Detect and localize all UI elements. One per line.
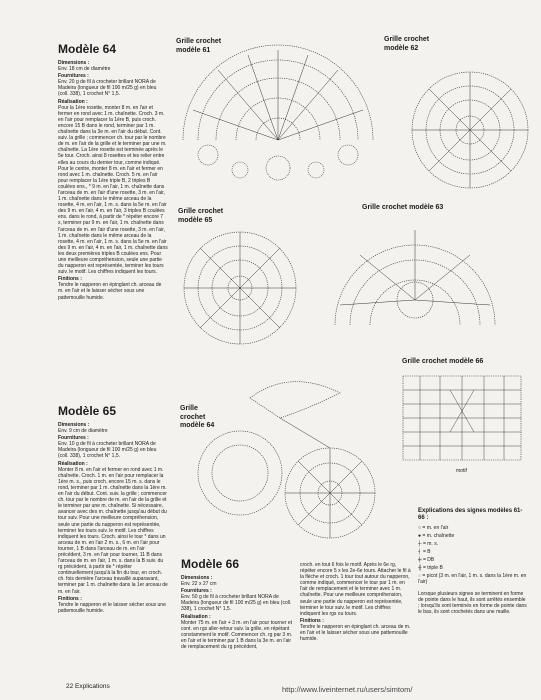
legend-text: = triple B <box>422 565 443 571</box>
legend-item: ● = m. chaînette <box>418 533 455 539</box>
legend-note: Lorsque plusieurs signes se terminent en forme de pointe dans le haut, ils sont arrêtés ensemble ; lorsqu'ils sont terminés en forme de pointe dans le bas, ils sont crochetés dans une maille. <box>418 591 527 615</box>
model-65-text <box>58 404 168 615</box>
model-66-title: Modèle 66 <box>181 557 240 571</box>
legend-item: ╫ = triple B <box>418 565 443 571</box>
model-65-supplies-value: Env. 10 g de fil à crocheter brillant NORA de Madeira (longueur de fil 100 m/25 g) en bleu (coll. 338), 1 crochet N° 1,5. <box>58 441 157 460</box>
model-66-method-continued: croch. en tout 6 fois le motif. Après le 6e rg, répéter encore 5 x les 2e-6e tours. Attacher le fil à la flèche et croch. 1 tour tout autour du napperon, comme indiqué, commencer le tour par 1 m. en l'air de remplacement et le terminer avec 1 m. chaînette. Pour une meilleure compréhension, seule une partie du napperon est représentée, terminer le tour suiv. le motif. Les chiffres indiquent les rgs ou tours. <box>300 562 411 617</box>
page-footer <box>66 683 110 690</box>
model-65-dim-label: Dimensions : <box>58 422 90 428</box>
model-65-title: Modèle 65 <box>58 404 117 418</box>
grid-66-title: Grille crochet modèle 66 <box>402 358 484 365</box>
model-64-supplies-value: Env. 20 g de fil à crocheter brillant NORA de Madeira (longueur de fil 100 m/25 g) en bleu (coll. 338), 1 crochet N° 1,5. <box>58 79 157 98</box>
model-66-dim-label: Dimensions : <box>181 575 213 581</box>
symbols-legend <box>418 508 528 615</box>
model-66-method-value: Monter 75 m. en l'air + 3 m. en l'air pour tourner et cont. en rgs aller-retour suiv. la grille, en répétant constamment le motif. Commencer ch. rg par 3 m. en l'air et le terminer par 1 B dans la 3e m. en l'air de remplacement du rg précédent, <box>181 619 293 651</box>
legend-title: Explications des signes modèles 61-66 : <box>418 508 523 521</box>
grid-66-motif-label: motif <box>456 468 467 474</box>
model-66-dim-value: Env. 22 x 27 cm <box>181 581 217 588</box>
model-66-supplies-label: Fournitures : <box>181 588 212 595</box>
grid-63-title: Grille crochet modèle 63 <box>362 204 444 211</box>
legend-text: = m. chaînette <box>422 533 455 539</box>
legend-text: = m. en l'air <box>422 525 449 531</box>
model-64-finish-value: Tendre le napperon en épinglant ch. arceau de m. en l'air et le laisser sécher sous une pattemouille humide. <box>58 282 162 301</box>
grid-61-title: Grille crochet modèle 61 <box>176 38 222 54</box>
legend-item: ○ = m. en l'air <box>418 525 449 531</box>
crochet-chart-63 <box>330 215 500 340</box>
model-65-supplies-label: Fournitures : <box>58 435 89 442</box>
model-66-finish-value: Tendre le napperon en épinglant ch. arceau de m. en l'air et le laisser sécher sous une pattemouille humide. <box>300 623 411 643</box>
model-65-method-value: Monter 8 m. en l'air et fermer en rond avec 1 m. chaînette. Croch. 1 m. en l'air pour remplacer la 1ère m. s., puis croch. encore 15 m. s. dans le rond, terminer par 1 m. chaînette dans la 1ère m. en l'air du début. Cont. suiv. la grille ; commencer ch. tour par le nombre de m. en l'air de la grille et le terminer par une m. chaînette. Si nécessaire, avancer avec des m. chaînette jusqu'au début du tour suiv. Pour une meilleure compréhension, seule une partie du napperon est représentée, terminer les tours suiv. le motif. Les chiffres indiquent les tours. Croch. ainsi le tour * dans un arceau de m. en l'air 2 m. s., 6 m. en l'air pour tourner, 1 B dans l'arceau de m. en l'air précédent, 3 m. en l'air pour tourner, 11 B dans l'arceau de m. en l'air, 1 m. s. dans la B suiv. du rg précédent, à partir de * répéter continuellement jusqu'à la fin du tour, en croch. ch. fois dernière l'arceau travaillé auparavant, terminer par 1 m. chaînette dans la 1er arceau de m. en l'air. <box>58 466 168 595</box>
model-64-method-label: Réalisation : <box>58 98 88 105</box>
crochet-chart-64 <box>190 368 390 548</box>
crochet-chart-65 <box>180 228 300 348</box>
page-number: 22 <box>66 683 74 690</box>
section-name: Explications <box>75 683 110 690</box>
legend-item: ┼ = m. s. <box>418 541 439 547</box>
legend-text: = DB <box>422 557 435 563</box>
model-64-method-value: Pour la 1ère rosette, monter 8 m. en l'air et fermer en rond avec 1 m. chaînette. Croch. 3 m. en l'air pour remplacer la 1ère B, puis croch. encore 15 B dans le rond, terminer par 1 m. chaînette dans la 3e m. en l'air du début. Cont. suiv. la grille ; commencer ch. tour par le nombre de m. en l'air de la grille et le terminer par une m. chaînette. La 1ère rosette est terminée après le 5e tour. Croch. ainsi 8 rosettes et les relier entre elles au cours du dernier tour, comme indiqué. Pour le centre, monter 8 m. en l'air et fermer en rond avec 1 m. chaînette. Croch. 5 m. en l'air pour remplacer la 1ère triple B, 2 triples B coulées ens., * 9 m. en l'air, 1 m. chaînette dans l'arceau de m. en l'air d'une rosette, 3 m. en l'air, 1 m. chaînette dans le même arceau de la rosette, 4 m. en l'air, 1 m. s. dans la 5e m. en l'air des 9 m. en l'air, 4 m. en l'air, 3 triples B coulées ens. dans le rond, à partir de * répéter encore 7 x, terminer par 9 m. en l'air, 1 m. chaînette dans l'arceau de m. en l'air d'une rosette, 3 m. en l'air, 1 m. chaînette dans le même arceau de la rosette, 4 m. en l'air, 1 m. s. dans la 5e m. en l'air des 9 m. en l'air, 4 m. en l'air, 1 m. chaînette dans les deux premières triples B coulées ens. Pour une meilleure compréhension, seule une partie du napperon est représentée, terminer les tours suiv. le motif. Les chiffres indiquent les tours. <box>58 104 168 276</box>
model-65-dim-value: Env. 9 cm de diamètre <box>58 428 108 435</box>
legend-text: = picot (3 m. en l'air, 1 m. s. dans la 1ère m. en l'air) <box>418 573 527 585</box>
model-66-method-label: Réalisation : <box>181 613 211 620</box>
model-64-finish-label: Finitions : <box>58 276 82 283</box>
model-66-supplies-value: Env. 50 g de fil à crocheter brillant NORA de Madeira (longueur de fil 100 m/25 g) en bleu (coll. 338), 1 crochet N° 1,5. <box>181 594 292 613</box>
grid-64-title: Grille crochet modèle 64 <box>180 405 215 429</box>
model-64-dim-value: Env. 18 cm de diamètre <box>58 66 111 73</box>
crochet-chart-66 <box>400 370 525 468</box>
legend-item: ◌ = picot (3 m. en l'air, 1 m. s. dans la 1ère m. en l'air) <box>418 573 527 585</box>
model-66-text-continued <box>300 562 412 643</box>
model-65-finish-label: Finitions : <box>58 595 82 602</box>
crochet-chart-61 <box>178 40 378 190</box>
grid-65-title: Grille crochet modèle 65 <box>178 208 224 224</box>
legend-item: ┤ = B <box>418 549 431 555</box>
model-66-text <box>181 557 293 651</box>
legend-item: ╪ = DB <box>418 557 435 563</box>
model-65-method-label: Réalisation : <box>58 460 88 467</box>
model-64-text <box>58 42 168 302</box>
legend-text: = m. s. <box>422 541 439 547</box>
model-64-dim-label: Dimensions : <box>58 60 90 66</box>
model-65-finish-value: Tendre le napperon et le laisser sécher sous une pattemouille humide. <box>58 601 166 614</box>
legend-text: = B <box>422 549 431 555</box>
crochet-chart-62 <box>408 50 533 195</box>
model-64-title: Modèle 64 <box>58 42 117 56</box>
grid-62-title: Grille crochet modèle 62 <box>384 36 430 52</box>
watermark-url: http://www.liveinternet.ru/users/simtom/ <box>282 685 413 694</box>
model-66-finish-label: Finitions : <box>300 617 324 624</box>
model-64-supplies-label: Fournitures : <box>58 73 89 80</box>
